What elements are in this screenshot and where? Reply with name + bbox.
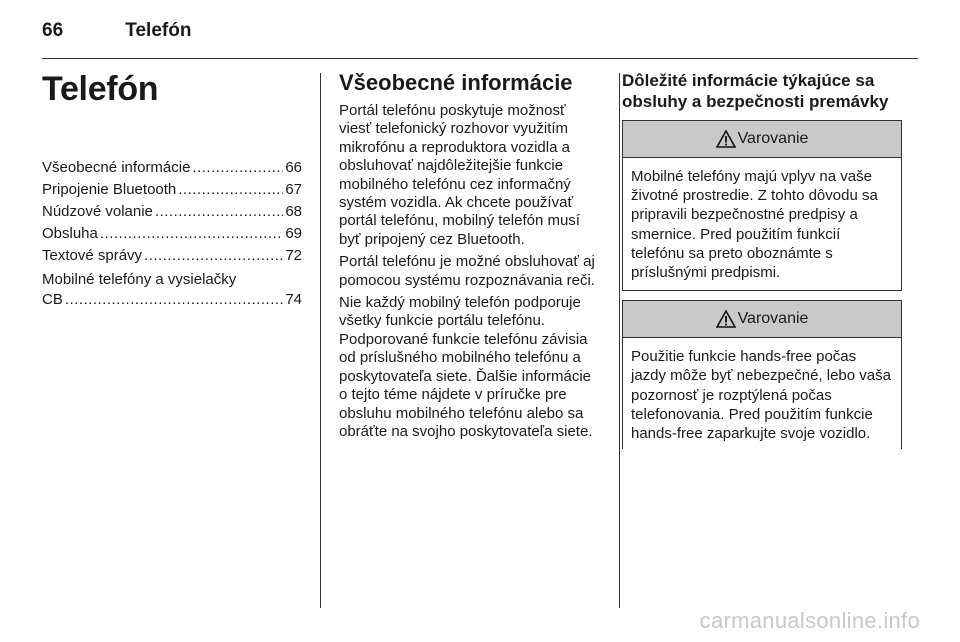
toc-entry-title: Mobilné telefóny a vysielačky [42,271,237,288]
general-info-column [339,70,601,445]
section-heading: Všeobecné informácie [339,70,573,95]
warning-triangle-icon [716,130,736,148]
toc-entry-page: 66 [285,159,302,176]
warning-triangle-icon [716,310,736,328]
toc-entry-title: Obsluha [42,225,98,242]
paragraph: Nie každý mobilný telefón podporuje všetky funkcie portálu telefónu. Podporované funkcie telefónu závisia od príslušného mobilného telefónu a poskytovateľa siete. Ďalšie informácie o tejto téme nájdete v príručke pre obsluhu mobilného telefónu alebo sa obráťte na svojho poskytovateľa siete. [339,294,593,440]
column-divider-2 [619,73,620,608]
warning-label: Varovanie [737,130,809,147]
toc-entry-title: Všeobecné informácie [42,159,191,176]
toc-entry-page: 74 [285,291,302,308]
section-heading: Dôležité informácie týkajúce sa obsluhy a bezpečnosti premávky [622,71,889,111]
warning-header [623,121,901,158]
section-title: Telefón [125,20,192,41]
header-rule [42,58,918,59]
toc-entry[interactable] [42,223,302,245]
warning-box [622,120,902,291]
toc-column [42,70,302,310]
page-header [42,20,191,42]
warning-label: Varovanie [737,310,809,328]
warning-text: Mobilné telefóny majú vplyv na vaše životné prostredie. Z tohto dôvodu sa pripravili bezpečnostné predpisy a smernice. Pred použitím funkcií telefónu sa preto oboznámte s príslušnými predpismi. [631,168,878,282]
column-divider-1 [320,73,321,608]
page-number: 66 [42,20,64,41]
toc-entry[interactable] [42,157,302,179]
toc-entry[interactable] [42,201,302,223]
warning-box [622,300,902,449]
warning-header [623,301,901,338]
paragraph: Portál telefónu je možné obsluhovať aj pomocou systému rozpoznávania reči. [339,253,595,289]
toc-entry-title: Núdzové volanie [42,203,153,220]
toc-entry-title-cont: CB [42,291,63,308]
toc-entry[interactable] [42,245,302,267]
table-of-contents [42,157,302,310]
watermark: carmanualsonline.info [699,608,920,633]
toc-entry-page: 72 [285,247,302,264]
paragraph: Portál telefónu poskytuje možnosť viesť telefonický rozhovor využitím mikrofónu a reproduktora vozidla a obsluhovať najdôležitejšie funkcie mobilného telefónu cez informačný systém vozidla. Ak chcete používať portál telefónu, mobilný telefón musí byť pripojený cez Bluetooth. [339,102,580,248]
chapter-title: Telefón [42,70,159,108]
toc-entry-page: 68 [285,203,302,220]
toc-entry-title: Pripojenie Bluetooth [42,181,177,198]
toc-entry-multiline[interactable] [42,270,302,310]
warning-text: Použitie funkcie hands-free počas jazdy môže byť nebezpečné, lebo vaša pozornosť je rozptýlená počas telefonovania. Pred použitím funkcie hands-free zaparkujte svoje vozidlo. [631,348,891,443]
toc-entry-title: Textové správy [42,247,143,264]
toc-entry-page: 69 [285,225,302,242]
safety-column [622,70,902,449]
toc-entry[interactable] [42,179,302,201]
toc-entry-page: 67 [285,181,302,198]
